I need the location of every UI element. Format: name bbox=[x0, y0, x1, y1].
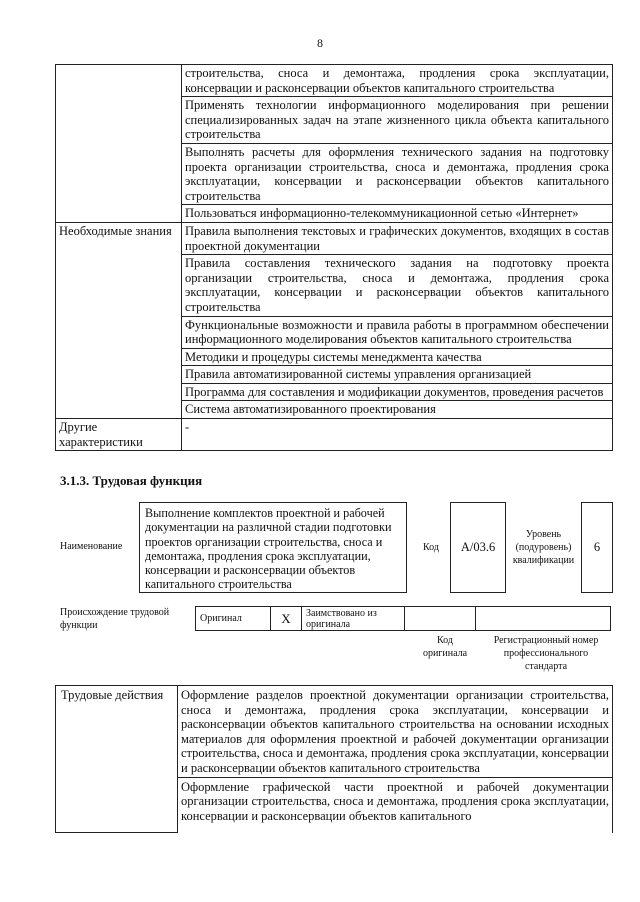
action-item-cell bbox=[178, 777, 613, 833]
borrowed-label: Заимствовано из оригинала bbox=[302, 607, 405, 631]
original-label: Оригинал bbox=[196, 607, 271, 631]
qualification-level-text: 6 bbox=[593, 540, 601, 554]
code-original-cell bbox=[405, 607, 476, 631]
code-original-label: Код оригинала bbox=[422, 635, 468, 659]
requirement-item: Пользоваться информационно-телекоммуникационной сетью «Интернет» bbox=[182, 205, 613, 223]
knowledge-item: Правила составления технического задания на подготовку проекта организации строительства, сноса и демонтажа, продления срока эксплуатации, консервации и расконсервации объектов капитального строительства bbox=[182, 255, 613, 316]
actions-table bbox=[55, 685, 613, 833]
other-characteristics-value: - bbox=[182, 419, 613, 451]
action-item: Оформление графической части проектной и рабочей документации организации строительства, сноса и демонтажа, продления срока эксплуатации, консервации и расконсервации объектов капитального bbox=[181, 779, 609, 823]
actions-label: Трудовые действия bbox=[56, 686, 178, 833]
knowledge-item: Методики и процедуры системы менеджмента качества bbox=[182, 348, 613, 366]
knowledge-item: Функциональные возможности и правила работы в программном обеспечении информационного моделирования объектов капитального строительства bbox=[182, 316, 613, 348]
page-number: 8 bbox=[317, 36, 323, 50]
name-label: Наименование bbox=[60, 541, 123, 552]
code-label: Код bbox=[423, 542, 439, 553]
requirement-item: Выполнять расчеты для оформления технического задания на подготовку проекта организации строительства, сноса и демонтажа, продления срока эксплуатации, консервации и расконсервации объектов капитального строительства bbox=[182, 143, 613, 204]
origin-label: Происхождение трудовой функции bbox=[60, 607, 170, 631]
section-title: 3.1.3. Трудовая функция bbox=[60, 473, 203, 488]
requirements-table bbox=[55, 64, 613, 451]
continued-label-cell bbox=[56, 65, 182, 223]
requirement-item: Применять технологии информационного моделирования при решении специализированных задач на этапе жизненного цикла объекта капитального строительства bbox=[182, 97, 613, 144]
knowledge-item: Программа для составления и модификации документов, проведения расчетов bbox=[182, 383, 613, 401]
reg-number-label: Регистрационный номер профессионального стандарта bbox=[493, 635, 599, 672]
knowledge-item: Система автоматизированного проектирования bbox=[182, 401, 613, 419]
original-mark: X bbox=[271, 607, 302, 631]
code-value bbox=[450, 502, 506, 593]
reg-number-cell bbox=[476, 607, 611, 631]
other-characteristics-label: Другие характеристики bbox=[56, 419, 182, 451]
action-item: Оформление разделов проектной документации организации строительства, сноса и демонтажа, продления срока эксплуатации, консервации и расконсервации объектов капитального строительства на основании исходных материалов для оформления проектной и рабочей документации организации строительства, сноса и демонтажа, продления срока эксплуатации, консервации и расконсервации объектов капитального строительства bbox=[178, 686, 613, 778]
requirement-item: строительства, сноса и демонтажа, продления срока эксплуатации, консервации и расконсервации объектов капитального строительства bbox=[182, 65, 613, 97]
knowledge-item: Правила выполнения текстовых и графических документов, входящих в состав проектной документации bbox=[182, 222, 613, 254]
knowledge-item: Правила автоматизированной системы управления организацией bbox=[182, 366, 613, 384]
function-name-value: Выполнение комплектов проектной и рабочей документации на различной стадии подготовки проектов организации строительства, сноса и демонтажа, продления срока эксплуатации, консервации и расконсервации объектов капитального строительства bbox=[139, 502, 407, 593]
origin-table bbox=[195, 606, 611, 631]
qualification-level-value bbox=[581, 502, 613, 593]
qualification-level-label: Уровень (подуровень) квалификации bbox=[512, 529, 575, 566]
knowledge-label: Необходимые знания bbox=[56, 222, 182, 418]
code-value-text: A/03.6 bbox=[460, 540, 496, 554]
